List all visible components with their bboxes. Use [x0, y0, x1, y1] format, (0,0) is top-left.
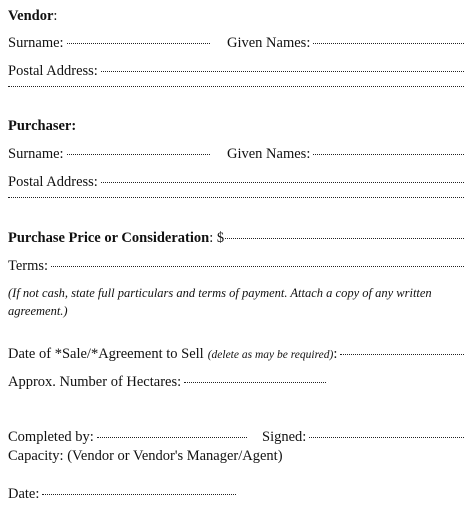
date-field[interactable]	[42, 494, 236, 495]
completion-row	[8, 428, 464, 446]
vendor-heading-colon: :	[53, 8, 58, 24]
purchaser-heading-row	[8, 117, 464, 135]
terms-field[interactable]	[51, 266, 464, 267]
vendor-address-row-2	[8, 89, 464, 90]
purchaser-surname-field[interactable]	[67, 154, 210, 155]
purchase-price-label: Purchase Price or Consideration	[8, 230, 210, 246]
sale-date-note: (delete as may be required)	[207, 349, 334, 361]
completed-by-field[interactable]	[97, 437, 247, 438]
sale-date-label: Date of *Sale/*Agreement to Sell	[8, 346, 204, 362]
signed-label: Signed:	[262, 429, 307, 445]
terms-note: (If not cash, state full particulars and terms of payment. Attach a copy of any written agreement.)	[8, 286, 432, 318]
completed-by-label: Completed by:	[8, 429, 94, 445]
vendor-heading: Vendor	[8, 8, 54, 24]
purchaser-address-row	[8, 173, 464, 191]
purchaser-name-row	[8, 145, 464, 163]
signature-field[interactable]	[309, 437, 464, 438]
purchase-price-dollar: : $	[209, 230, 225, 246]
sale-date-colon: :	[333, 346, 338, 362]
purchaser-heading: Purchaser:	[8, 118, 77, 134]
terms-row	[8, 257, 464, 275]
vendor-postal-address-field[interactable]	[101, 71, 464, 72]
purchase-price-field[interactable]	[225, 238, 464, 239]
vendor-given-names-field[interactable]	[313, 43, 464, 44]
price-row	[8, 229, 464, 247]
sale-date-row	[8, 345, 464, 364]
date-row	[8, 485, 236, 503]
purchaser-postal-address-field[interactable]	[101, 182, 464, 183]
capacity-label: Capacity: (Vendor or Vendor's Manager/Agent)	[8, 448, 283, 464]
date-label: Date:	[8, 486, 40, 502]
vendor-heading-row	[8, 7, 464, 25]
hectares-label: Approx. Number of Hectares:	[8, 374, 182, 390]
vendor-postal-address-label: Postal Address:	[8, 63, 98, 79]
vendor-surname-label: Surname:	[8, 35, 64, 51]
vendor-postal-address-field-2[interactable]	[8, 86, 464, 87]
purchaser-address-row-2	[8, 200, 464, 201]
purchaser-given-names-field[interactable]	[313, 154, 464, 155]
purchaser-given-names-label: Given Names:	[227, 146, 311, 162]
terms-note-row	[8, 284, 462, 320]
vendor-surname-field[interactable]	[67, 43, 210, 44]
purchaser-postal-address-field-2[interactable]	[8, 197, 464, 198]
capacity-row	[8, 447, 464, 465]
hectares-row	[8, 373, 326, 391]
terms-label: Terms:	[8, 258, 49, 274]
purchaser-surname-label: Surname:	[8, 146, 64, 162]
sale-date-field[interactable]	[340, 354, 464, 355]
purchaser-postal-address-label: Postal Address:	[8, 174, 98, 190]
vendor-address-row	[8, 62, 464, 80]
hectares-field[interactable]	[184, 382, 326, 383]
vendor-name-row	[8, 34, 464, 52]
vendor-given-names-label: Given Names:	[227, 35, 311, 51]
